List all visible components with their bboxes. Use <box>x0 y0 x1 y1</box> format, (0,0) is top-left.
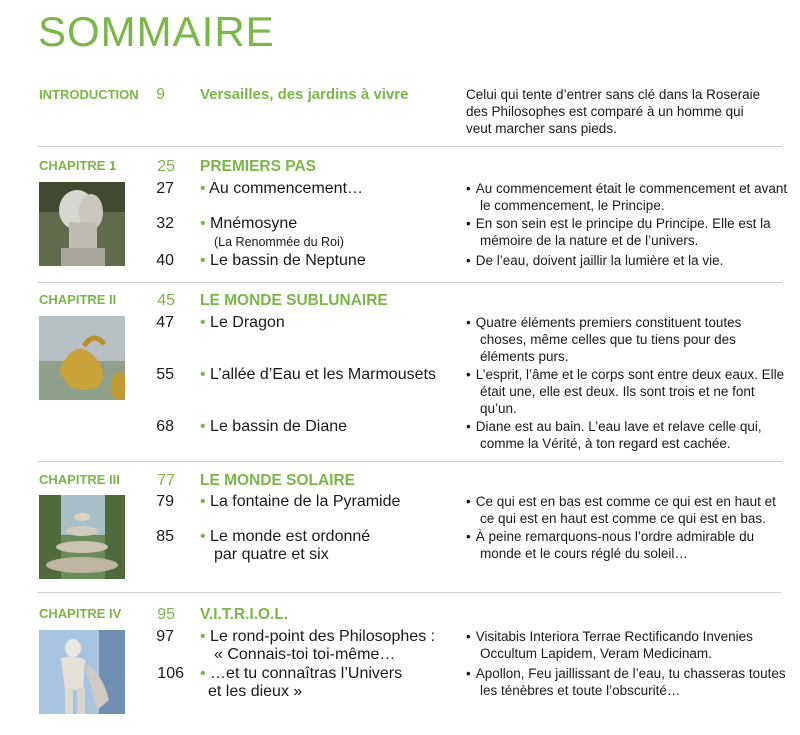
divider <box>38 592 782 593</box>
divider <box>38 146 782 147</box>
intro-heading: Versailles, des jardins à vivre <box>200 86 409 103</box>
entry-page: 55 <box>156 366 174 383</box>
chapter-1-label: CHAPITRE 1 <box>39 158 117 173</box>
chapter-3-page: 77 <box>157 472 175 489</box>
entry-quote: • Ce qui est en bas est comme ce qui est en haut et ce qui est en haut est comme ce qui est en bas. <box>466 494 776 526</box>
divider <box>38 461 782 462</box>
entry-title: • La fontaine de la Pyramide <box>200 493 401 510</box>
intro-quote: Celui qui tente d’entrer sans clé dans la Roseraie des Philosophes est comparé à un homme qui veut marcher sans pieds. <box>466 87 761 136</box>
entry-title: • Au commencement… <box>200 180 364 197</box>
entry-quote: • Au commencement était le commencement et avant le commencement, le Principe. <box>466 181 788 213</box>
golden-dragon-image <box>39 316 125 400</box>
chapter-1-page: 25 <box>157 158 175 175</box>
chapter-4-label: CHAPITRE IV <box>39 606 122 621</box>
page-title: SOMMAIRE <box>38 8 275 55</box>
chapter-3-label: CHAPITRE III <box>39 472 120 487</box>
entry-title: • Le monde est ordonné par quatre et six <box>200 528 371 563</box>
chapter-2-page: 45 <box>157 292 175 309</box>
intro-label: INTRODUCTION <box>39 87 139 102</box>
entry-title: • Le bassin de Diane <box>200 418 348 435</box>
apollo-statue-image <box>39 630 125 714</box>
entry-quote: • Quatre éléments premiers constituent toutes choses, même celles que tu tiens pour des éléments purs. <box>466 315 742 364</box>
chapter-3-heading: LE MONDE SOLAIRE <box>200 472 356 489</box>
entry-quote: • Apollon, Feu jaillissant de l’eau, tu chasseras toutes les ténèbres et toute l’obscurité… <box>466 666 786 698</box>
chapter-4-page: 95 <box>157 606 175 623</box>
entry-quote: • De l’eau, doivent jaillir la lumière et la vie. <box>466 253 724 268</box>
entry-title: • Mnémosyne (La Renommée du Roi) <box>200 215 344 249</box>
entry-page: 27 <box>156 180 174 197</box>
divider <box>38 282 782 283</box>
pyramid-fountain-image <box>39 495 125 579</box>
entry-page: 47 <box>156 314 174 331</box>
entry-quote: • Visitabis Interiora Terrae Rectificando Invenies Occultum Lapidem, Veram Medicinam. <box>466 629 753 661</box>
entry-page: 85 <box>156 528 174 545</box>
entry-page: 40 <box>156 252 174 269</box>
entry-title: • …et tu connaîtras l’Univers et les dieux » <box>200 665 403 700</box>
entry-page: 79 <box>156 493 174 510</box>
winged-statue-image <box>39 182 125 266</box>
intro-page: 9 <box>156 86 165 103</box>
entry-page: 32 <box>156 215 174 232</box>
entry-quote: • L’esprit, l’âme et le corps sont entre deux eaux. Elle était une, elle est deux. Ils sont trois et ne font qu’un. <box>466 367 785 416</box>
entry-page: 97 <box>156 628 174 645</box>
entry-title: • Le bassin de Neptune <box>200 252 366 269</box>
entry-title: • Le Dragon <box>200 314 285 331</box>
entry-page: 68 <box>156 418 174 435</box>
entry-title: • Le rond-point des Philosophes : « Connais-toi toi-même… <box>200 628 436 663</box>
chapter-2-label: CHAPITRE II <box>39 292 117 307</box>
entry-page: 106 <box>157 665 184 682</box>
chapter-4-heading: V.I.T.R.I.O.L. <box>200 606 289 623</box>
chapter-2-heading: LE MONDE SUBLUNAIRE <box>200 292 388 309</box>
entry-quote: • Diane est au bain. L’eau lave et relave celle qui, comme la Vérité, à ton regard est cachée. <box>466 419 762 451</box>
chapter-1-heading: PREMIERS PAS <box>200 158 316 175</box>
entry-quote: • À peine remarquons-nous l’ordre admirable du monde et le cours réglé du soleil… <box>466 529 755 561</box>
entry-title: • L’allée d’Eau et les Marmousets <box>200 366 436 383</box>
entry-quote: • En son sein est le principe du Principe. Elle est la mémoire de la nature et de l’univers. <box>466 216 771 248</box>
